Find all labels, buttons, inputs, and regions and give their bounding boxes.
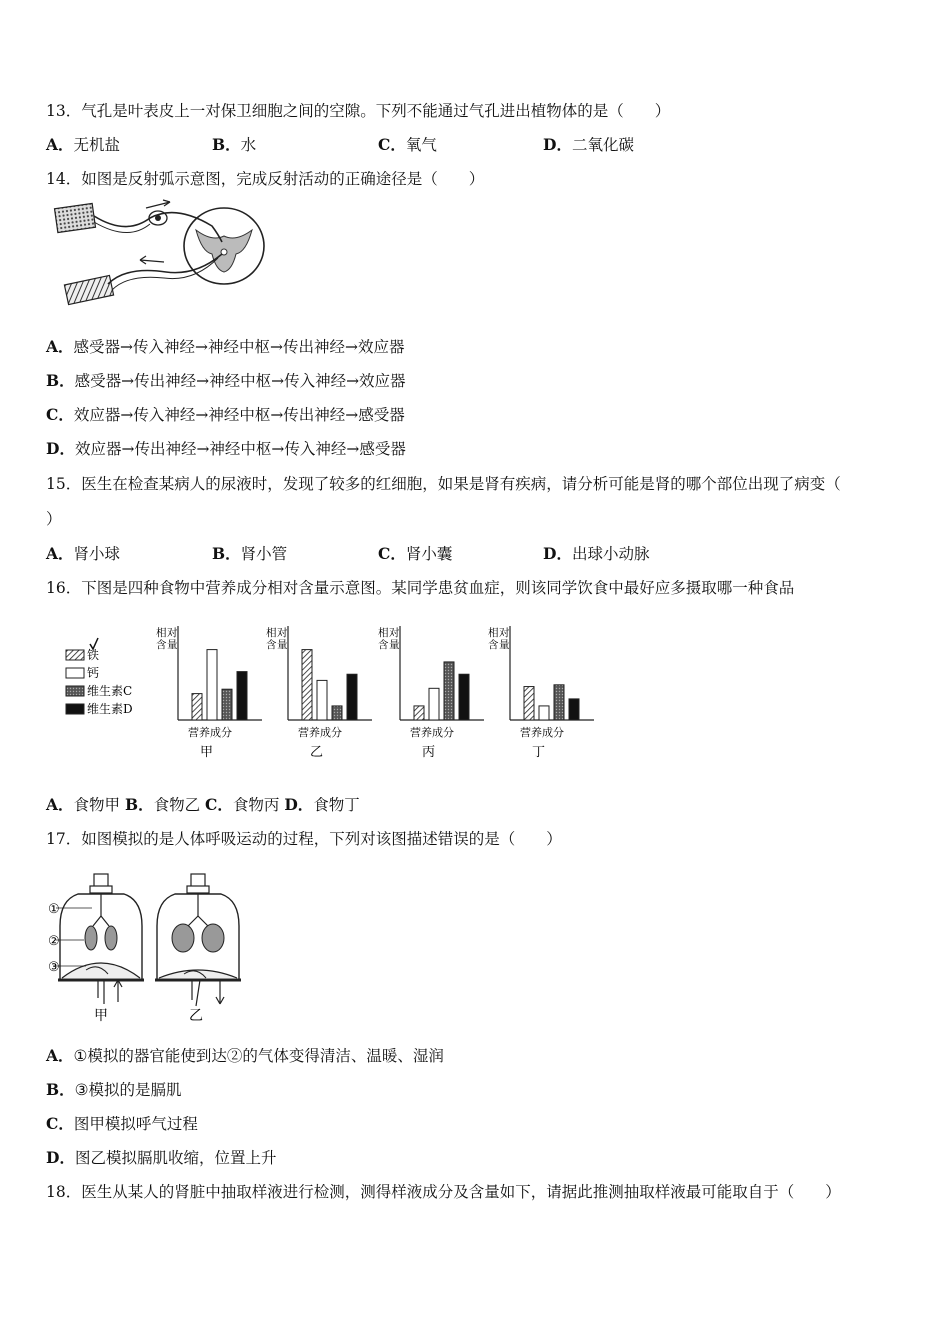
option-letter: A． (46, 795, 74, 814)
q15-option-b[interactable] (212, 544, 287, 564)
q17-option-d[interactable] (46, 1148, 276, 1168)
bar-乙-铁 (302, 650, 312, 720)
y-axis-label: 相对含量 (488, 627, 510, 651)
q17-option-c[interactable] (46, 1114, 198, 1134)
option-text: 感受器→传出神经→神经中枢→传入神经→效应器 (74, 372, 406, 390)
y-axis-label: 相对含量 (378, 627, 400, 651)
q17-option-a[interactable] (46, 1046, 444, 1066)
option-text: 肾小管 (240, 545, 288, 563)
q14-stem: 14．如图是反射弧示意图，完成反射活动的正确途径是（ ） (46, 170, 485, 188)
lung-balloon (202, 924, 224, 952)
q13-option-b[interactable] (212, 135, 256, 155)
option-letter: C． (378, 544, 406, 563)
option-text: 感受器→传入神经→神经中枢→传出神经→效应器 (73, 338, 405, 356)
option-text: ③模拟的是膈肌 (74, 1081, 182, 1099)
legend-label-vitamin-d: 维生素D (87, 702, 133, 716)
option-text: 食物丙 (232, 796, 280, 814)
chart-name: 甲 (200, 745, 214, 760)
option-text: 二氧化碳 (571, 136, 634, 154)
q14-option-a[interactable] (46, 337, 404, 357)
effector-muscle (64, 275, 113, 304)
option-text: 食物甲 (73, 796, 121, 814)
chart-legend (66, 638, 133, 716)
bell-jar-jia (56, 874, 144, 1004)
label-circled-2: ② (48, 934, 60, 949)
lung-balloon (85, 926, 97, 950)
q13-option-d[interactable] (543, 135, 634, 155)
label-circled-3: ③ (48, 960, 60, 975)
bar-乙-维生素C (332, 706, 342, 720)
option-text: 效应器→传出神经→神经中枢→传入神经→感受器 (74, 440, 406, 458)
option-letter: C． (378, 135, 406, 154)
legend-swatch-iron (66, 650, 84, 660)
q13-option-a[interactable] (46, 135, 120, 155)
x-axis-label: 营养成分 (188, 726, 232, 739)
bar-丁-维生素D (569, 699, 579, 720)
bar-丙-钙 (429, 688, 439, 720)
q17-stem: 17．如图模拟的是人体呼吸运动的过程，下列对该图描述错误的是（ ） (46, 830, 562, 848)
q13-option-c[interactable] (378, 135, 437, 155)
q16-option-b[interactable] (125, 796, 200, 814)
receptor-skin (55, 203, 96, 232)
q14-option-b[interactable] (46, 371, 406, 391)
lung-balloon (105, 926, 117, 950)
legend-swatch-calcium (66, 668, 84, 678)
q15-option-d[interactable] (543, 544, 649, 564)
lung-balloon (172, 924, 194, 952)
option-text: 无机盐 (73, 136, 121, 154)
legend-label-iron: 铁 (87, 648, 100, 662)
option-letter: A． (46, 135, 74, 154)
bar-丁-维生素C (554, 685, 564, 720)
bell-jar-yi (155, 874, 241, 1006)
option-text: 食物丁 (313, 796, 360, 814)
jar-label-jia: 甲 (94, 1008, 108, 1024)
q15-option-a[interactable] (46, 544, 120, 564)
reflex-arc-diagram (46, 196, 268, 314)
option-text: ①模拟的器官能使到达②的气体变得清洁、温暖、湿润 (73, 1047, 444, 1065)
option-text: 肾小囊 (405, 545, 453, 563)
y-axis-label: 相对含量 (266, 627, 288, 651)
q16-options (46, 795, 360, 815)
option-text: 图甲模拟呼气过程 (73, 1115, 198, 1133)
q15-stem-cont: ） (46, 510, 62, 528)
bar-丙-铁 (414, 706, 424, 720)
legend-swatch-vitamin-c (66, 686, 84, 696)
option-letter: A． (46, 1046, 74, 1065)
option-letter: B． (46, 1080, 75, 1099)
q15-option-c[interactable] (378, 544, 452, 564)
chart-panel-2 (266, 626, 372, 760)
option-text: 图乙模拟膈肌收缩，位置上升 (74, 1149, 277, 1167)
q16-option-c[interactable] (205, 796, 279, 814)
bar-丁-钙 (539, 706, 549, 720)
option-text: 氧气 (405, 136, 437, 154)
bar-丙-维生素C (444, 662, 454, 720)
option-text: 肾小球 (73, 545, 121, 563)
nutrient-chart (60, 612, 600, 768)
q16-option-d[interactable] (284, 796, 359, 814)
option-letter: D． (46, 439, 75, 458)
q18-stem: 18．医生从某人的肾脏中抽取样液进行检测，测得样液成分及含量如下，请据此推测抽取样液最可能取自于（ ） (46, 1183, 841, 1201)
option-letter: B． (46, 371, 75, 390)
q15-stem: 15．医生在检查某病人的尿液时，发现了较多的红细胞，如果是肾有疾病，请分析可能是肾的哪个部位出现了病变（ (46, 475, 841, 493)
q17-option-b[interactable] (46, 1080, 182, 1100)
bar-丁-铁 (524, 687, 534, 720)
option-letter: D． (284, 795, 314, 814)
q13-stem: 13．气孔是叶表皮上一对保卫细胞之间的空隙。下列不能通过气孔进出植物体的是（ ） (46, 102, 671, 120)
bar-甲-铁 (192, 694, 202, 720)
bar-甲-维生素C (222, 689, 232, 720)
q16-option-a[interactable] (46, 796, 120, 814)
option-letter: D． (46, 1148, 75, 1167)
option-letter: C． (205, 795, 233, 814)
option-text: 出球小动脉 (571, 545, 650, 563)
q14-option-d[interactable] (46, 439, 406, 459)
chart-name: 乙 (310, 745, 324, 760)
legend-swatch-vitamin-d (66, 704, 84, 714)
q14-option-c[interactable] (46, 405, 405, 425)
x-axis-label: 营养成分 (410, 726, 454, 739)
option-letter: A． (46, 544, 74, 563)
legend-label-calcium: 钙 (87, 666, 100, 680)
chart-name: 丁 (532, 745, 546, 760)
option-letter: B． (212, 544, 241, 563)
bar-乙-钙 (317, 680, 327, 720)
option-text: 食物乙 (153, 796, 201, 814)
chart-name: 丙 (422, 745, 436, 760)
chart-panel-3 (378, 626, 484, 760)
chart-panel-4 (488, 626, 594, 760)
x-axis-label: 营养成分 (298, 726, 342, 739)
chart-panel-1 (156, 626, 262, 760)
legend-label-vitamin-c: 维生素C (87, 684, 133, 698)
bar-甲-钙 (207, 650, 217, 720)
option-text: 水 (240, 136, 257, 154)
q16-stem: 16．下图是四种食物中营养成分相对含量示意图。某同学患贫血症，则该同学饮食中最好应多摄取哪一种食品 (46, 579, 795, 597)
x-axis-label: 营养成分 (520, 726, 564, 739)
option-letter: D． (543, 544, 572, 563)
breathing-model-diagram (46, 866, 246, 1026)
option-letter: B． (124, 795, 154, 814)
y-axis-label: 相对含量 (156, 627, 178, 651)
bar-甲-维生素D (237, 672, 247, 720)
jar-label-yi: 乙 (189, 1008, 203, 1024)
option-letter: D． (543, 135, 572, 154)
option-letter: A． (46, 337, 74, 356)
option-letter: C． (46, 405, 74, 424)
bar-乙-维生素D (347, 674, 357, 720)
label-circled-1: ① (48, 902, 60, 917)
option-letter: B． (212, 135, 241, 154)
bar-丙-维生素D (459, 674, 469, 720)
option-letter: C． (46, 1114, 74, 1133)
option-text: 效应器→传入神经→神经中枢→传出神经→感受器 (73, 406, 405, 424)
